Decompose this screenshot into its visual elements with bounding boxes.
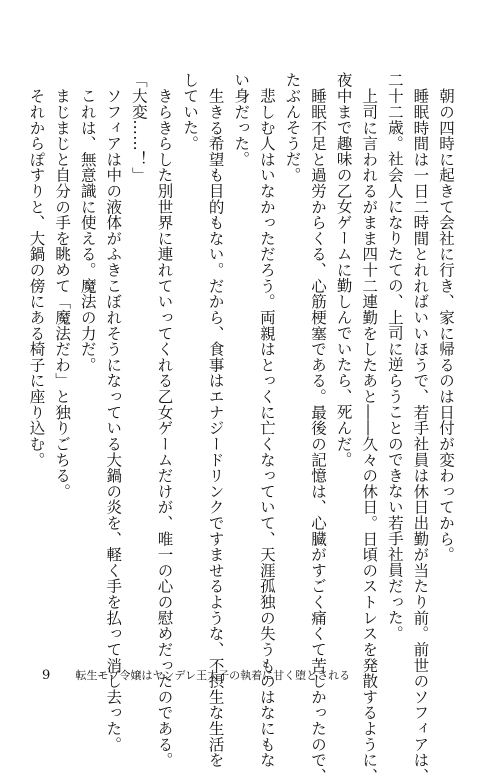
text-line: 上司に言われるがまま四十二連勤をしたあと――久々の休日。日頃のストレスを発散するように、 (360, 87, 379, 783)
text-line: 夜中まで趣味の乙女ゲームに勤しんでいたら、死んだ。 (334, 72, 353, 468)
text-line: 生きる希望も目的もない。だから、食事はエナジードリンクですませるような、不摂生な生活を (206, 87, 225, 768)
text-line: していた。 (181, 72, 200, 152)
text-line: ソフィアは中の液体がふきこぼれそうになっている大鍋の炎を、軽く手を払って消し去った。 (104, 87, 123, 752)
text-line: 「大変……！」 (129, 72, 148, 183)
text-line: 二十二歳。社会人になりたての、上司に逆らうことのできない若手社員だった。 (385, 72, 404, 642)
text-line: 睡眠不足と過労からくる、心筋梗塞である。最後の記憶は、心臓がすごく痛くて苦しかったので、 (309, 87, 328, 783)
book-title: 転生モブ令嬢はヤンデレ王太子の執着に甘く堕とされる (75, 669, 351, 682)
page-footer (42, 667, 350, 683)
page-number: 9 (42, 668, 51, 683)
text-line: 睡眠時間は一日二時間とれればいいほうで、若手社員は休日出勤が当たり前。前世のソフィアは、 (411, 87, 430, 783)
text-line: 悲しむ人はいなかっただろう。両親はとっくに亡くなっていて、天涯孤独の失うものはなにもな (257, 87, 276, 768)
text-line: い身だった。 (232, 72, 251, 167)
text-line: これは、無意識に使える。魔法の力だ。 (78, 87, 97, 373)
text-line: たぶんそうだ。 (283, 72, 302, 183)
text-line: 朝の四時に起きて会社に行き、家に帰るのは日付が変わってから。 (437, 87, 455, 562)
text-line: きらきらした別世界に連れていってくれる乙女ゲームだけが、唯一の心の慰めだったのである。 (155, 87, 174, 768)
text-line: それからぽすりと、大鍋の傍にある椅子に座り込む。 (27, 87, 46, 467)
text-line: まじまじと自分の手を眺めて「魔法だわ」と独りごちる。 (53, 87, 72, 499)
